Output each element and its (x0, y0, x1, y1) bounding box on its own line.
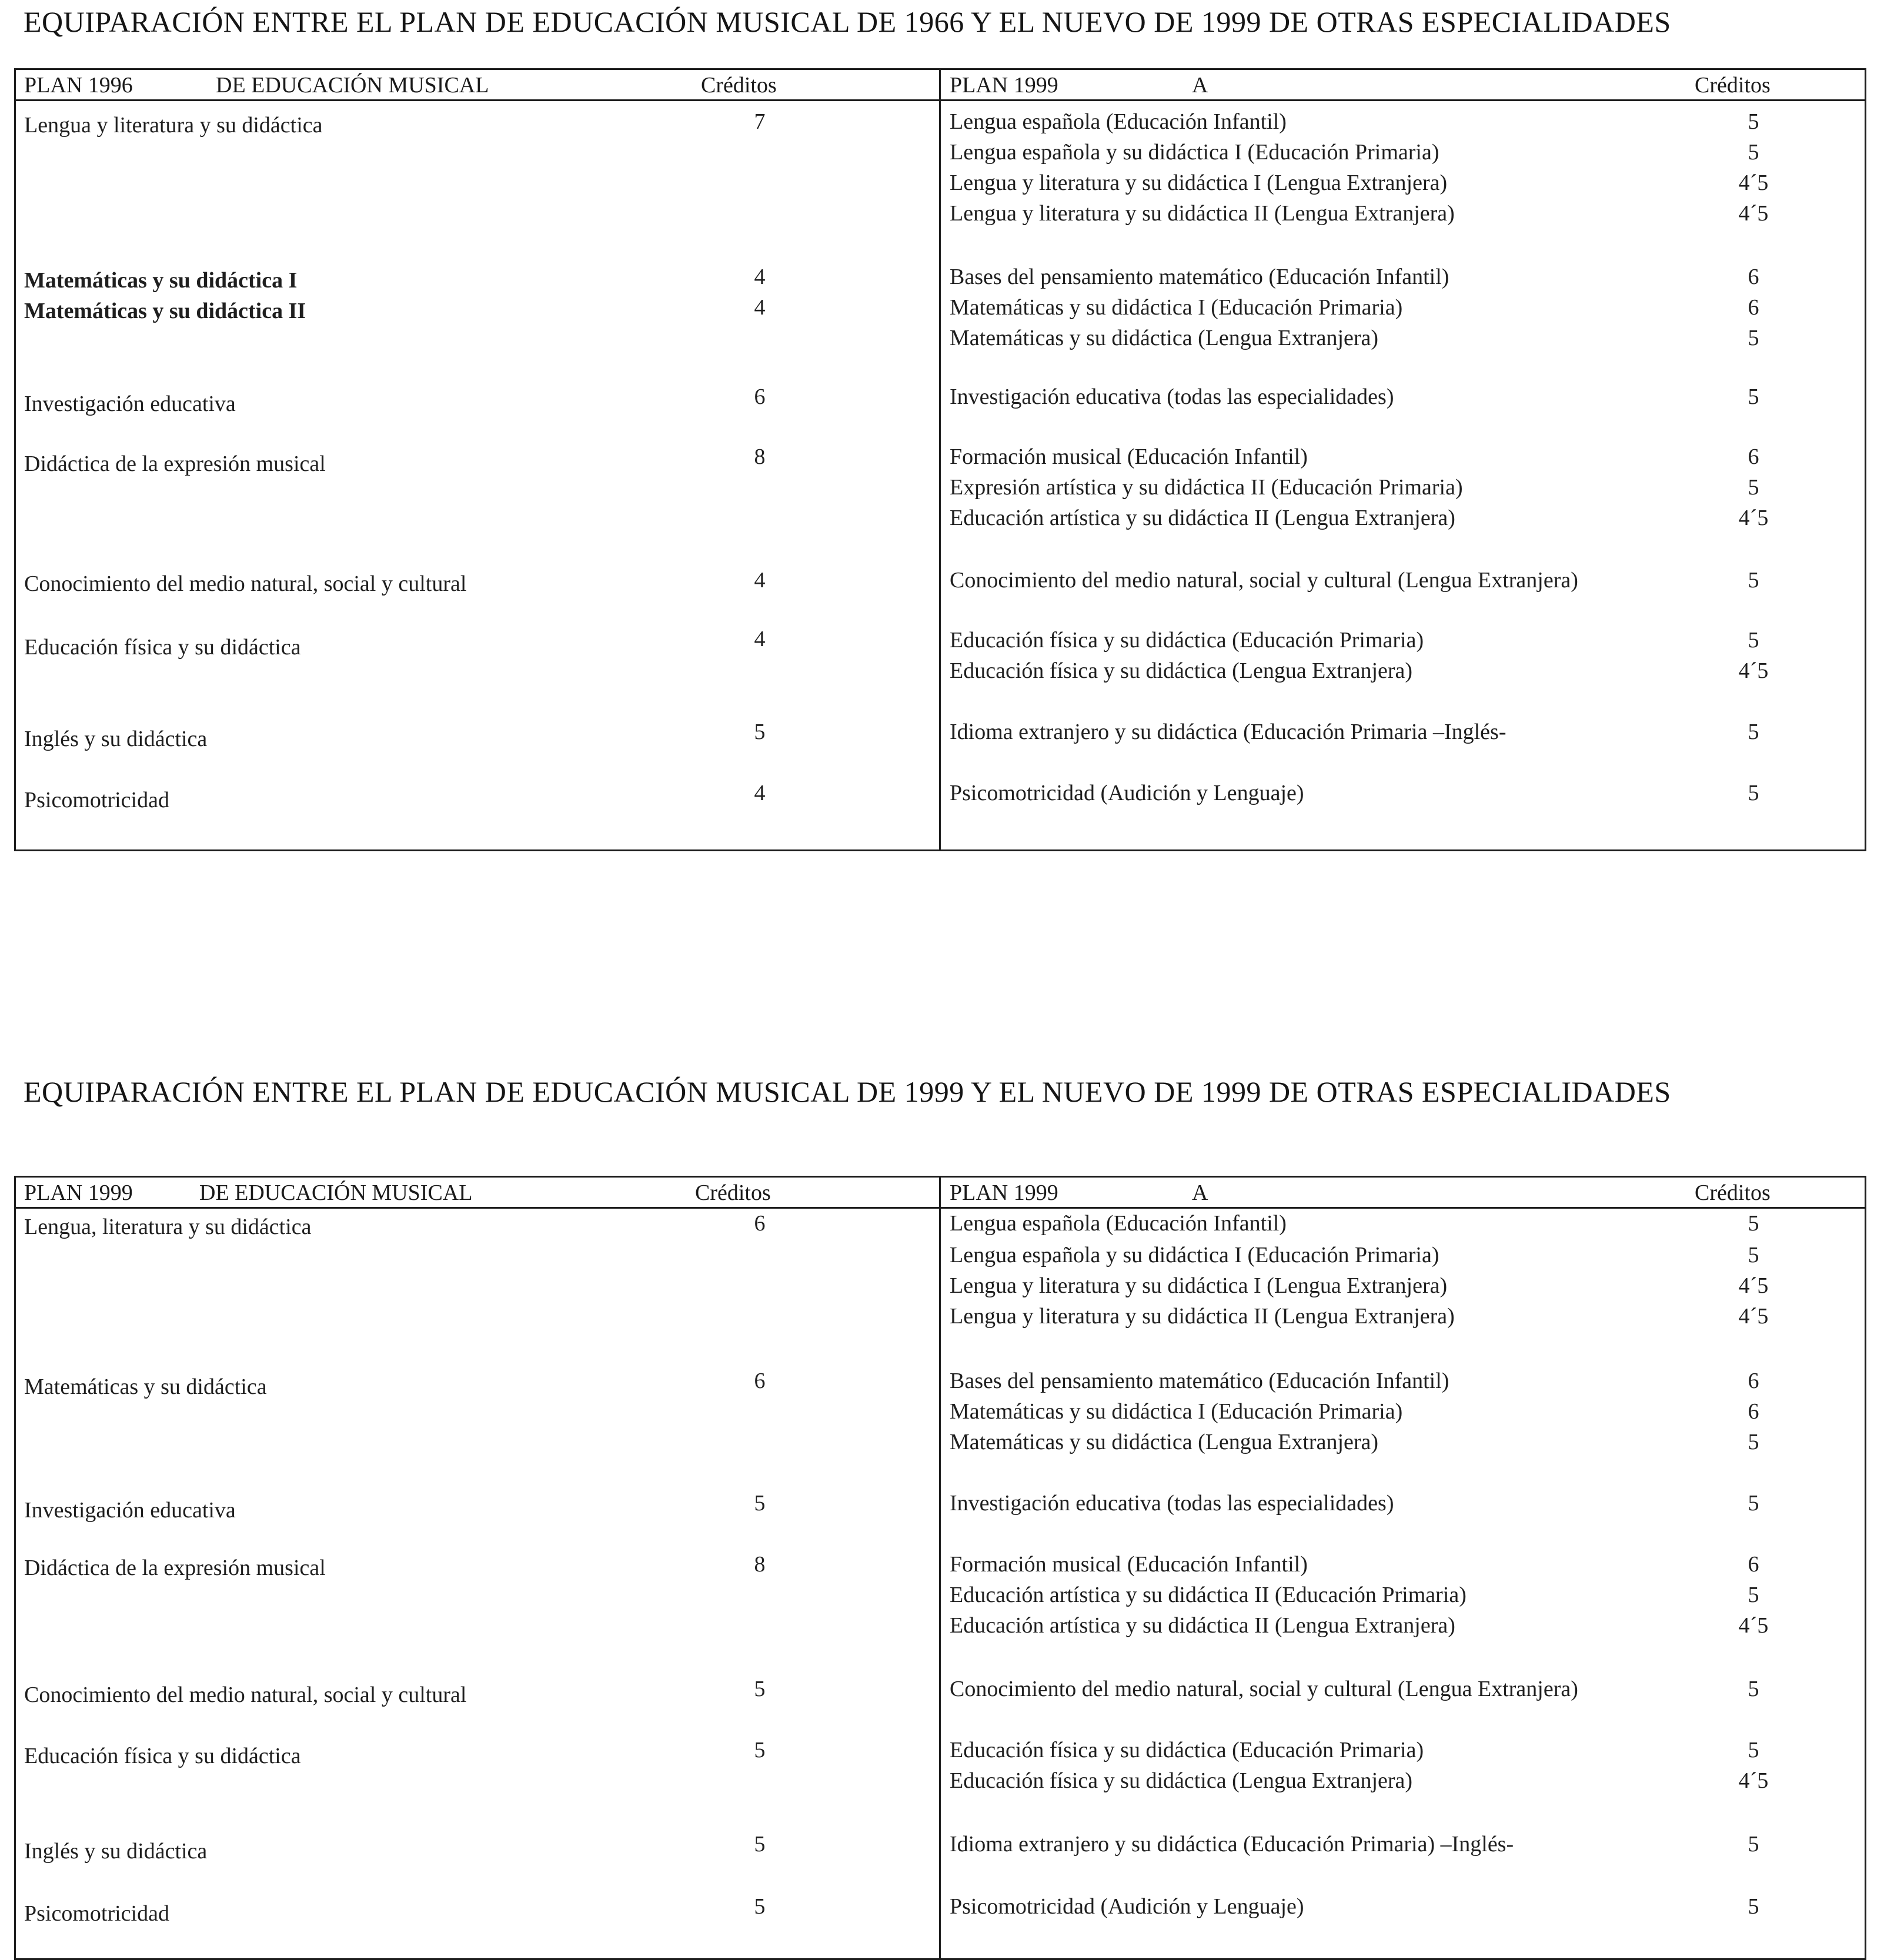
right-subject: Formación musical (Educación Infantil) (950, 1552, 1308, 1577)
left-credits: 6 (754, 1369, 766, 1393)
right-subject: Bases del pensamiento matemático (Educación Infantil) (950, 1369, 1449, 1393)
right-subject: Investigación educativa (todas las especialidades) (950, 1491, 1394, 1516)
section-title: EQUIPARACIÓN ENTRE EL PLAN DE EDUCACIÓN MUSICAL DE 1966 Y EL NUEVO DE 1999 DE OTRAS ESPECIALIDADES (24, 5, 1671, 38)
left-subject: Investigación educativa (24, 1498, 236, 1523)
right-credits: 6 (1748, 1552, 1759, 1577)
left-credits: 4 (754, 295, 766, 320)
header-right-plan: PLAN 1999 (950, 73, 1058, 98)
right-subject: Formación musical (Educación Infantil) (950, 444, 1308, 469)
left-credits: 5 (754, 1738, 766, 1762)
right-credits: 4´5 (1738, 658, 1769, 683)
left-subject: Conocimiento del medio natural, social y cultural (24, 1683, 467, 1707)
right-credits: 5 (1748, 326, 1759, 350)
table-header (16, 70, 1865, 101)
header-right-a: A (1192, 1180, 1208, 1205)
right-subject: Educación física y su didáctica (Lengua Extranjera) (950, 658, 1413, 683)
right-subject: Lengua y literatura y su didáctica II (Lengua Extranjera) (950, 1304, 1455, 1329)
right-subject: Lengua y literatura y su didáctica I (Lengua Extranjera) (950, 170, 1448, 195)
left-subject: Matemáticas y su didáctica I (24, 268, 298, 293)
header-right-plan: PLAN 1999 (950, 1180, 1058, 1205)
right-credits: 6 (1748, 265, 1759, 289)
header-left-credits: Créditos (695, 1180, 771, 1205)
header-left-spec: DE EDUCACIÓN MUSICAL (216, 73, 489, 98)
right-credits: 6 (1748, 1399, 1759, 1424)
header-left-plan: PLAN 1999 (24, 1180, 133, 1205)
right-subject: Bases del pensamiento matemático (Educación Infantil) (950, 265, 1449, 289)
right-credits: 5 (1748, 1832, 1759, 1857)
right-subject: Investigación educativa (todas las especialidades) (950, 384, 1394, 409)
left-subject: Psicomotricidad (24, 788, 169, 812)
left-credits: 4 (754, 627, 766, 651)
left-subject: Conocimiento del medio natural, social y cultural (24, 571, 467, 596)
right-subject: Lengua y literatura y su didáctica II (Lengua Extranjera) (950, 201, 1455, 226)
left-credits: 5 (754, 1491, 766, 1516)
header-right-credits: Créditos (1695, 73, 1771, 98)
right-subject: Matemáticas y su didáctica (Lengua Extranjera) (950, 326, 1379, 350)
left-subject: Psicomotricidad (24, 1901, 169, 1926)
left-credits: 8 (754, 1552, 766, 1577)
right-subject: Educación física y su didáctica (Educación Primaria) (950, 628, 1424, 653)
left-credits: 4 (754, 568, 766, 593)
right-credits: 6 (1748, 444, 1759, 469)
right-subject: Lengua española (Educación Infantil) (950, 109, 1287, 134)
right-subject: Educación artística y su didáctica II (Lengua Extranjera) (950, 506, 1455, 530)
right-subject: Lengua española y su didáctica I (Educación Primaria) (950, 1243, 1439, 1267)
right-subject: Conocimiento del medio natural, social y cultural (Lengua Extranjera) (950, 568, 1578, 593)
right-subject: Idioma extranjero y su didáctica (Educación Primaria) –Inglés- (950, 1832, 1514, 1857)
left-subject: Didáctica de la expresión musical (24, 1556, 326, 1580)
column-divider (939, 70, 941, 849)
left-credits: 5 (754, 720, 766, 744)
right-subject: Lengua española y su didáctica I (Educación Primaria) (950, 140, 1439, 165)
right-credits: 4´5 (1738, 1613, 1769, 1638)
right-credits: 4´5 (1738, 170, 1769, 195)
right-subject: Matemáticas y su didáctica I (Educación Primaria) (950, 1399, 1403, 1424)
right-credits: 6 (1748, 295, 1759, 320)
right-subject: Idioma extranjero y su didáctica (Educación Primaria –Inglés- (950, 720, 1506, 744)
right-credits: 5 (1748, 384, 1759, 409)
left-credits: 5 (754, 1832, 766, 1857)
header-right-a: A (1192, 73, 1208, 98)
left-subject: Matemáticas y su didáctica II (24, 299, 306, 323)
left-credits: 5 (754, 1677, 766, 1701)
right-credits: 4´5 (1738, 1768, 1769, 1793)
right-credits: 5 (1748, 781, 1759, 805)
left-credits: 4 (754, 781, 766, 805)
right-credits: 5 (1748, 475, 1759, 500)
left-subject: Educación física y su didáctica (24, 1744, 301, 1768)
equivalence-table (14, 68, 1866, 851)
right-subject: Educación artística y su didáctica II (Lengua Extranjera) (950, 1613, 1455, 1638)
right-subject: Educación física y su didáctica (Educación Primaria) (950, 1738, 1424, 1762)
right-subject: Matemáticas y su didáctica I (Educación Primaria) (950, 295, 1403, 320)
equivalence-table (14, 1176, 1866, 1960)
left-subject: Investigación educativa (24, 392, 236, 416)
right-subject: Educación física y su didáctica (Lengua Extranjera) (950, 1768, 1413, 1793)
right-subject: Psicomotricidad (Audición y Lenguaje) (950, 781, 1304, 805)
right-credits: 5 (1748, 1243, 1759, 1267)
right-credits: 5 (1748, 109, 1759, 134)
left-credits: 8 (754, 444, 766, 469)
left-subject: Didáctica de la expresión musical (24, 451, 326, 476)
left-credits: 7 (754, 109, 766, 134)
right-credits: 4´5 (1738, 1273, 1769, 1298)
right-credits: 5 (1748, 568, 1759, 593)
left-credits: 6 (754, 384, 766, 409)
right-credits: 4´5 (1738, 1304, 1769, 1329)
section-title: EQUIPARACIÓN ENTRE EL PLAN DE EDUCACIÓN MUSICAL DE 1999 Y EL NUEVO DE 1999 DE OTRAS ESPECIALIDADES (24, 1075, 1671, 1108)
right-subject: Educación artística y su didáctica II (Educación Primaria) (950, 1583, 1467, 1607)
header-left-spec: DE EDUCACIÓN MUSICAL (199, 1180, 473, 1205)
right-subject: Psicomotricidad (Audición y Lenguaje) (950, 1894, 1304, 1919)
right-credits: 5 (1748, 1894, 1759, 1919)
right-credits: 5 (1748, 1738, 1759, 1762)
right-credits: 5 (1748, 1583, 1759, 1607)
right-credits: 5 (1748, 1677, 1759, 1701)
right-subject: Conocimiento del medio natural, social y cultural (Lengua Extranjera) (950, 1677, 1578, 1701)
table-header (16, 1178, 1865, 1209)
left-credits: 5 (754, 1894, 766, 1919)
left-subject: Matemáticas y su didáctica (24, 1374, 267, 1399)
right-credits: 4´5 (1738, 506, 1769, 530)
header-left-plan: PLAN 1996 (24, 73, 133, 98)
left-credits: 4 (754, 265, 766, 289)
header-left-credits: Créditos (701, 73, 777, 98)
right-subject: Lengua española (Educación Infantil) (950, 1211, 1287, 1236)
right-credits: 5 (1748, 1211, 1759, 1236)
left-subject: Lengua y literatura y su didáctica (24, 113, 323, 138)
right-subject: Matemáticas y su didáctica (Lengua Extranjera) (950, 1430, 1379, 1454)
right-credits: 5 (1748, 1491, 1759, 1516)
right-credits: 5 (1748, 628, 1759, 653)
column-divider (939, 1178, 941, 1958)
right-credits: 5 (1748, 720, 1759, 744)
right-credits: 5 (1748, 140, 1759, 165)
left-subject: Inglés y su didáctica (24, 1839, 208, 1864)
left-subject: Lengua, literatura y su didáctica (24, 1215, 312, 1239)
right-credits: 6 (1748, 1369, 1759, 1393)
right-subject: Lengua y literatura y su didáctica I (Lengua Extranjera) (950, 1273, 1448, 1298)
right-subject: Expresión artística y su didáctica II (Educación Primaria) (950, 475, 1463, 500)
header-right-credits: Créditos (1695, 1180, 1771, 1205)
left-subject: Inglés y su didáctica (24, 727, 208, 751)
right-credits: 4´5 (1738, 201, 1769, 226)
left-credits: 6 (754, 1211, 766, 1236)
right-credits: 5 (1748, 1430, 1759, 1454)
left-subject: Educación física y su didáctica (24, 635, 301, 660)
